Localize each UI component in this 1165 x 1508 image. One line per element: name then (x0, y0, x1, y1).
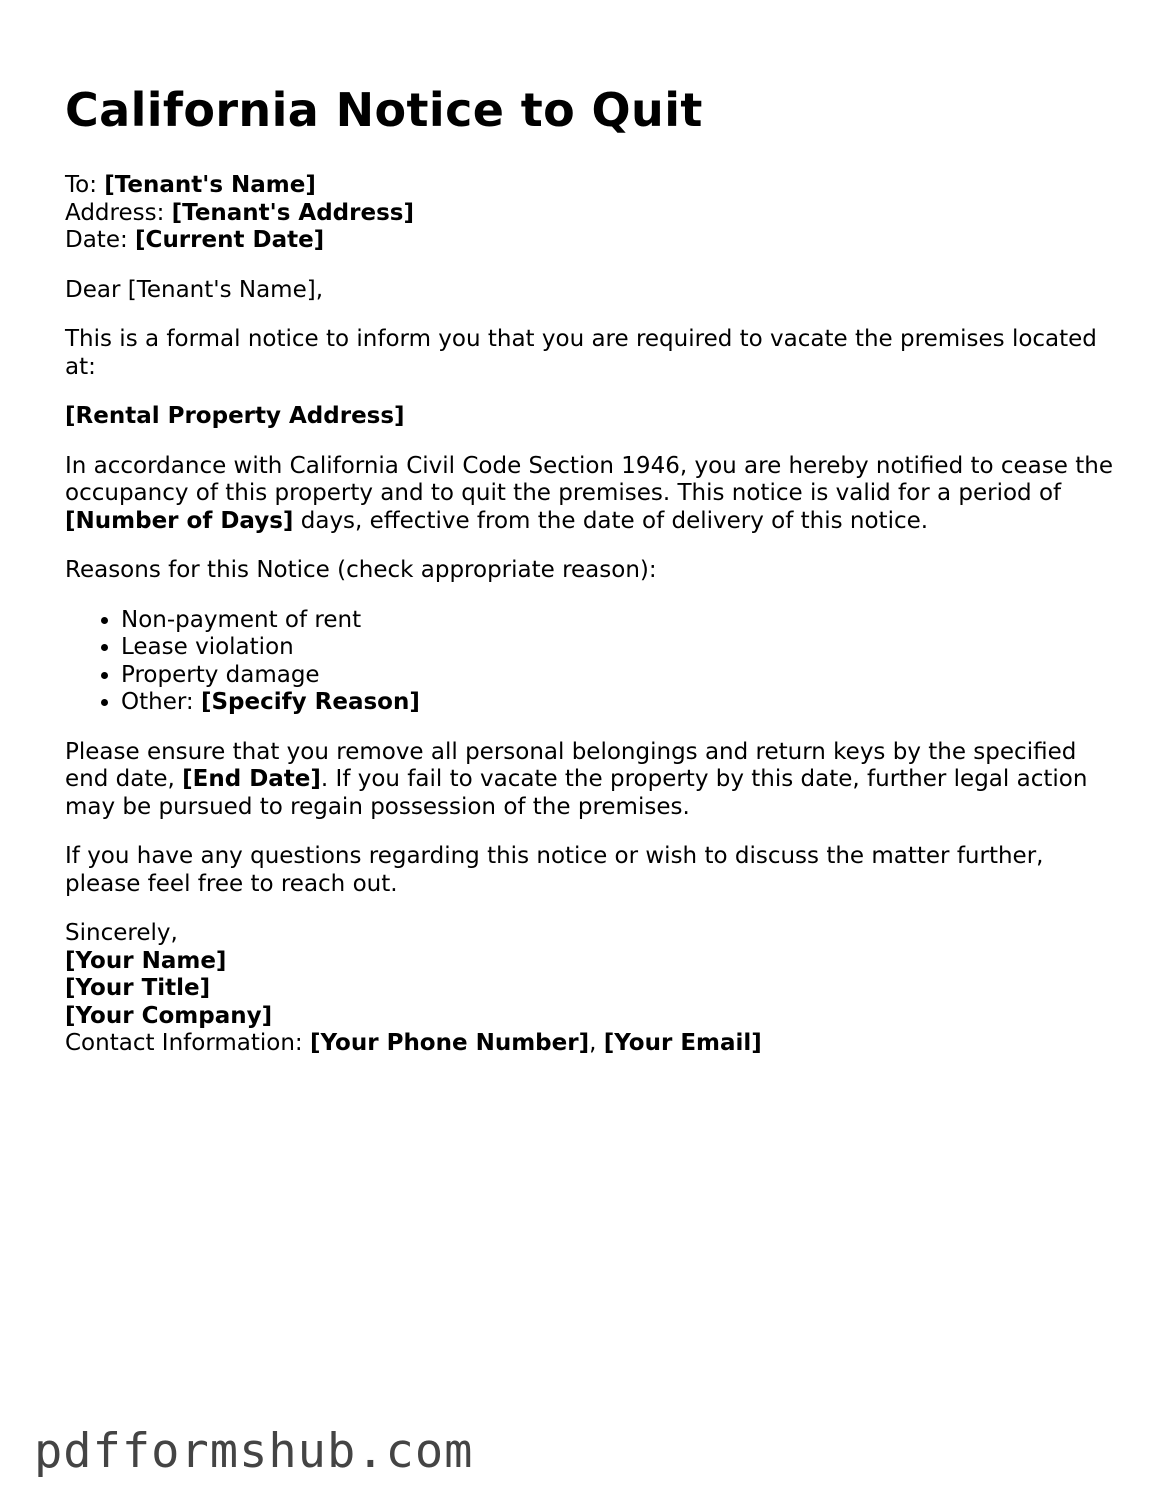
your-company-placeholder: [Your Company] (65, 1002, 273, 1029)
contact-separator: , (589, 1030, 597, 1056)
signature-block (65, 920, 1125, 1058)
sincerely: Sincerely, (65, 920, 178, 946)
date-label: Date: (65, 227, 128, 253)
accordance-text-end: days, effective from the date of delivery of this notice. (300, 507, 929, 534)
list-item: • Property damage (121, 662, 1125, 690)
current-date-placeholder: [Current Date] (135, 227, 325, 253)
tenant-address-placeholder: [Tenant's Address] (171, 199, 414, 226)
belongings-text: Please ensure that you remove all personal belongings and return keys by the specified end date, (65, 738, 1077, 792)
your-title-placeholder: [Your Title] (65, 975, 211, 1001)
belongings-text-end: . If you fail to vacate the property by this date, further legal action may be pursued to regain possession of the premises. (65, 766, 1088, 820)
contact-label: Contact Information: (65, 1030, 303, 1056)
salutation: Dear [Tenant's Name], (65, 276, 324, 303)
rental-property-address-placeholder: [Rental Property Address] (65, 403, 405, 429)
document-body (65, 80, 1125, 1080)
intro-paragraph: This is a formal notice to inform you that you are required to vacate the premises located at: (65, 326, 1097, 380)
questions-paragraph: If you have any questions regarding this notice or wish to discuss the matter further, please feel free to reach out. (65, 843, 1044, 897)
tenant-name-placeholder: [Tenant's Name] (104, 172, 316, 198)
phone-placeholder: [Your Phone Number] (310, 1030, 590, 1056)
document-title: California Notice to Quit (65, 83, 703, 137)
belongings-paragraph (65, 739, 1125, 822)
email-placeholder: [Your Email] (603, 1030, 762, 1056)
watermark: pdfformshub.com (34, 1424, 474, 1479)
accordance-paragraph (65, 453, 1125, 536)
end-date-placeholder: [End Date] (182, 766, 321, 792)
list-item: • Lease violation (121, 634, 1125, 662)
to-label: To: (65, 172, 97, 198)
property-address-paragraph (65, 403, 1125, 431)
list-item-other (121, 689, 1125, 717)
your-name-placeholder: [Your Name] (65, 947, 227, 974)
reasons-list (65, 607, 1125, 717)
reasons-intro: Reasons for this Notice (check appropriate reason): (65, 557, 657, 583)
accordance-text: In accordance with California Civil Code Section 1946, you are hereby notified to cease the occupancy of this property and to quit the premises. This notice is valid for a period of (65, 452, 1113, 506)
number-of-days-placeholder: [Number of Days] (65, 507, 294, 534)
other-label: Other: (121, 689, 194, 715)
specify-reason-placeholder: [Specify Reason] (200, 689, 420, 715)
address-label: Address: (65, 199, 165, 226)
list-item: • Non-payment of rent (121, 607, 1125, 635)
recipient-block (65, 172, 1125, 255)
